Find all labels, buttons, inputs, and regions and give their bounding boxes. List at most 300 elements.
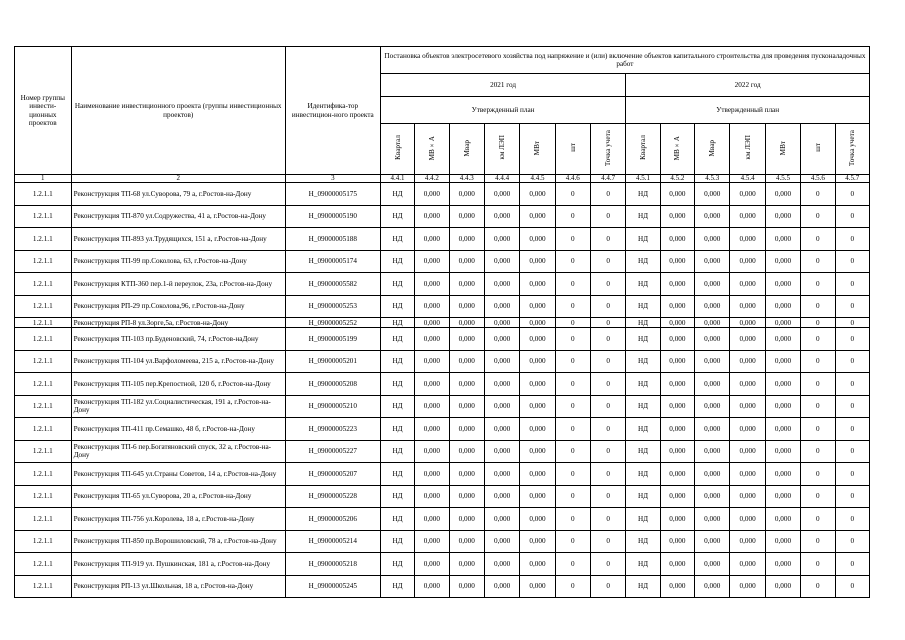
column-number: 4.4.7 (590, 175, 625, 183)
value-cell: 0 (801, 395, 835, 418)
value-cell: 0,000 (660, 575, 694, 598)
project-name-cell: Реконструкция ТП-99 пр.Соколова, 63, г.Ростов-на-Дону (71, 250, 285, 273)
investment-table (14, 46, 870, 598)
table-row (15, 318, 870, 328)
subcol-label: Точка учета (848, 129, 857, 166)
project-id-cell: H_09000005207 (285, 463, 380, 486)
subcol-label: Мвар (462, 139, 471, 157)
value-cell: 0,000 (730, 373, 765, 396)
value-cell: 0 (801, 318, 835, 328)
value-cell: 0 (590, 440, 625, 463)
value-cell: НД (380, 440, 414, 463)
column-number: 4.5.1 (626, 175, 660, 183)
value-cell: 0,000 (449, 463, 484, 486)
value-cell: 0,000 (449, 485, 484, 508)
value-cell: НД (380, 485, 414, 508)
value-cell: НД (626, 508, 660, 531)
value-cell: 0,000 (695, 350, 730, 373)
value-cell: НД (626, 440, 660, 463)
value-cell: 0 (555, 373, 590, 396)
value-cell: 0,000 (520, 440, 555, 463)
value-cell: 0,000 (415, 250, 449, 273)
table-row (15, 183, 870, 206)
header-year-2022: 2022 год (626, 74, 870, 97)
value-cell: 0 (835, 485, 870, 508)
column-number: 4.4.1 (380, 175, 414, 183)
value-cell: НД (380, 508, 414, 531)
group-number-cell: 1.2.1.1 (15, 530, 72, 553)
project-name-cell: Реконструкция ТП-756 ул.Королева, 18 а, г.Ростов-на-Дону (71, 508, 285, 531)
value-cell: 0,000 (415, 485, 449, 508)
value-cell: 0 (835, 508, 870, 531)
subcol-header-1-6 (555, 124, 590, 175)
header-plan-2021: Утвержденный план (380, 97, 626, 124)
column-number: 4.5.6 (801, 175, 835, 183)
value-cell: 0 (835, 183, 870, 206)
value-cell: 0,000 (449, 328, 484, 351)
project-name-cell: Реконструкция ТП-411 пр.Семашко, 48 б, г.Ростов-на-Дону (71, 418, 285, 441)
project-name-cell: Реконструкция ТП-103 пр.Буденовский, 74, г.Ростов-наДону (71, 328, 285, 351)
project-id-cell: H_09000005223 (285, 418, 380, 441)
value-cell: НД (380, 463, 414, 486)
value-cell: 0 (590, 328, 625, 351)
table-row (15, 295, 870, 318)
value-cell: 0,000 (730, 530, 765, 553)
value-cell: 0,000 (520, 553, 555, 576)
value-cell: 0 (590, 205, 625, 228)
column-number: 4.4.2 (415, 175, 449, 183)
value-cell: 0,000 (730, 183, 765, 206)
value-cell: 0,000 (520, 463, 555, 486)
value-cell: 0,000 (765, 553, 800, 576)
value-cell: 0,000 (484, 295, 519, 318)
group-number-cell: 1.2.1.1 (15, 418, 72, 441)
value-cell: 0,000 (730, 508, 765, 531)
project-name-cell: Реконструкция ТП-105 пер.Крепостной, 120 б, г.Ростов-на-Дону (71, 373, 285, 396)
group-number-cell: 1.2.1.1 (15, 553, 72, 576)
column-number: 3 (285, 175, 380, 183)
value-cell: 0,000 (484, 228, 519, 251)
value-cell: 0,000 (415, 418, 449, 441)
value-cell: 0,000 (415, 318, 449, 328)
value-cell: 0 (590, 373, 625, 396)
table-row (15, 508, 870, 531)
value-cell: 0,000 (730, 205, 765, 228)
value-cell: 0 (555, 273, 590, 296)
table-row (15, 395, 870, 418)
header-project-id: Идентифика-тор инвестицион-ного проекта (285, 47, 380, 175)
value-cell: 0,000 (695, 328, 730, 351)
value-cell: 0,000 (660, 418, 694, 441)
value-cell: 0 (801, 228, 835, 251)
value-cell: НД (380, 228, 414, 251)
value-cell: 0,000 (484, 328, 519, 351)
value-cell: 0 (835, 395, 870, 418)
value-cell: 0,000 (730, 463, 765, 486)
value-cell: 0,000 (730, 395, 765, 418)
column-number: 4.4.3 (449, 175, 484, 183)
value-cell: 0,000 (660, 183, 694, 206)
value-cell: 0 (590, 530, 625, 553)
project-name-cell: Реконструкция ТП-6 пер.Богатяновский спуск, 32 а, г.Ростов-на-Дону (71, 440, 285, 463)
project-name-cell: Реконструкция ТП-68 ул.Суворова, 79 а, г.Ростов-на-Дону (71, 183, 285, 206)
value-cell: 0,000 (449, 250, 484, 273)
value-cell: 0 (835, 530, 870, 553)
value-cell: 0,000 (415, 440, 449, 463)
value-cell: 0 (590, 418, 625, 441)
value-cell: 0,000 (730, 575, 765, 598)
subcol-label: МВ×А (427, 135, 436, 160)
value-cell: 0,000 (484, 418, 519, 441)
project-id-cell: H_09000005210 (285, 395, 380, 418)
value-cell: 0,000 (660, 373, 694, 396)
value-cell: 0,000 (520, 508, 555, 531)
table-row (15, 463, 870, 486)
value-cell: НД (380, 373, 414, 396)
value-cell: 0,000 (520, 418, 555, 441)
value-cell: НД (626, 295, 660, 318)
header-year-2021: 2021 год (380, 74, 626, 97)
project-id-cell: H_09000005227 (285, 440, 380, 463)
group-number-cell: 1.2.1.1 (15, 295, 72, 318)
value-cell: 0,000 (765, 318, 800, 328)
subcol-label: Квартал (393, 135, 402, 161)
value-cell: 0 (555, 530, 590, 553)
value-cell: 0,000 (695, 530, 730, 553)
column-number: 1 (15, 175, 72, 183)
value-cell: 0 (590, 575, 625, 598)
project-name-cell: Реконструкция ТП-893 ул.Трудящихся, 151 а, г.Ростов-на-Дону (71, 228, 285, 251)
subcol-header-2-4 (730, 124, 765, 175)
value-cell: НД (626, 250, 660, 273)
value-cell: 0,000 (765, 440, 800, 463)
value-cell: 0 (801, 575, 835, 598)
project-name-cell: Реконструкция РП-8 ул.Зорге,5а, г.Ростов-на-Дону (71, 318, 285, 328)
value-cell: 0,000 (415, 575, 449, 598)
group-number-cell: 1.2.1.1 (15, 463, 72, 486)
value-cell: 0 (555, 228, 590, 251)
value-cell: НД (380, 328, 414, 351)
value-cell: 0 (590, 183, 625, 206)
value-cell: 0,000 (765, 295, 800, 318)
project-name-cell: Реконструкция ТП-65 ул.Суворова, 20 а, г.Ростов-на-Дону (71, 485, 285, 508)
table-body (15, 175, 870, 598)
value-cell: 0 (555, 553, 590, 576)
value-cell: НД (380, 530, 414, 553)
value-cell: 0,000 (415, 395, 449, 418)
value-cell: 0,000 (730, 418, 765, 441)
project-name-cell: Реконструкция ТП-919 ул. Пушкинская, 181 а, г.Ростов-на-Дону (71, 553, 285, 576)
value-cell: 0,000 (415, 205, 449, 228)
value-cell: 0,000 (415, 228, 449, 251)
value-cell: 0 (801, 508, 835, 531)
value-cell: 0,000 (695, 318, 730, 328)
value-cell: 0,000 (660, 318, 694, 328)
value-cell: 0,000 (765, 250, 800, 273)
value-cell: 0 (801, 463, 835, 486)
project-name-cell: Реконструкция ТП-870 ул.Содружества, 41 а, г.Ростов-на-Дону (71, 205, 285, 228)
value-cell: 0,000 (660, 295, 694, 318)
value-cell: 0,000 (695, 295, 730, 318)
subcol-header-2-6 (801, 124, 835, 175)
table-row (15, 485, 870, 508)
value-cell: 0,000 (520, 205, 555, 228)
value-cell: НД (626, 463, 660, 486)
project-id-cell: H_09000005174 (285, 250, 380, 273)
value-cell: 0,000 (695, 508, 730, 531)
value-cell: 0,000 (415, 508, 449, 531)
value-cell: 0 (835, 228, 870, 251)
project-name-cell: Реконструкция РП-29 пр.Соколова,96, г.Ростов-на-Дону (71, 295, 285, 318)
value-cell: НД (380, 318, 414, 328)
table-row (15, 418, 870, 441)
project-name-cell: Реконструкция КТП-360 пер.1-й переулок, 23а, г.Ростов-на-Дону (71, 273, 285, 296)
subcol-header-1-2 (415, 124, 449, 175)
column-number: 4.5.4 (730, 175, 765, 183)
value-cell: 0,000 (695, 205, 730, 228)
column-number: 4.4.4 (484, 175, 519, 183)
value-cell: 0,000 (765, 463, 800, 486)
table-row (15, 350, 870, 373)
group-number-cell: 1.2.1.1 (15, 250, 72, 273)
project-id-cell: H_09000005253 (285, 295, 380, 318)
value-cell: 0,000 (660, 463, 694, 486)
column-number: 4.5.3 (695, 175, 730, 183)
value-cell: 0 (590, 485, 625, 508)
value-cell: 0 (555, 295, 590, 318)
value-cell: 0,000 (449, 508, 484, 531)
value-cell: НД (626, 183, 660, 206)
subcol-header-2-3 (695, 124, 730, 175)
value-cell: 0,000 (765, 530, 800, 553)
value-cell: 0,000 (484, 463, 519, 486)
value-cell: 0,000 (660, 530, 694, 553)
value-cell: 0,000 (765, 273, 800, 296)
value-cell: 0 (835, 440, 870, 463)
value-cell: 0,000 (660, 508, 694, 531)
subcol-label: МВт (778, 140, 787, 155)
value-cell: 0,000 (730, 328, 765, 351)
project-name-cell: Реконструкция ТП-182 ул.Социалистическая, 191 а, г.Ростов-на-Дону (71, 395, 285, 418)
value-cell: 0 (590, 250, 625, 273)
value-cell: 0 (555, 508, 590, 531)
group-number-cell: 1.2.1.1 (15, 508, 72, 531)
value-cell: 0,000 (415, 373, 449, 396)
value-cell: 0,000 (484, 205, 519, 228)
group-number-cell: 1.2.1.1 (15, 328, 72, 351)
project-name-cell: Реконструкция РП-13 ул.Школьная, 18 а, г.Ростов-на-Дону (71, 575, 285, 598)
value-cell: 0,000 (415, 463, 449, 486)
value-cell: 0,000 (449, 440, 484, 463)
subcol-label: шт (568, 143, 577, 153)
group-number-cell: 1.2.1.1 (15, 350, 72, 373)
value-cell: 0 (801, 295, 835, 318)
value-cell: 0,000 (730, 295, 765, 318)
table-row (15, 273, 870, 296)
value-cell: 0,000 (449, 350, 484, 373)
value-cell: 0,000 (449, 295, 484, 318)
value-cell: 0,000 (449, 575, 484, 598)
value-cell: 0,000 (520, 350, 555, 373)
value-cell: 0,000 (695, 228, 730, 251)
value-cell: 0,000 (695, 183, 730, 206)
value-cell: 0,000 (765, 395, 800, 418)
value-cell: НД (626, 553, 660, 576)
column-number: 2 (71, 175, 285, 183)
value-cell: 0,000 (695, 418, 730, 441)
value-cell: 0 (835, 418, 870, 441)
value-cell: 0,000 (415, 183, 449, 206)
subcol-label: МВт (533, 140, 542, 155)
value-cell: 0 (835, 273, 870, 296)
subcol-label: км ЛЭП (498, 135, 507, 161)
value-cell: 0 (590, 463, 625, 486)
value-cell: 0,000 (660, 228, 694, 251)
value-cell: 0,000 (660, 553, 694, 576)
value-cell: 0 (590, 273, 625, 296)
group-number-cell: 1.2.1.1 (15, 395, 72, 418)
value-cell: 0,000 (484, 250, 519, 273)
value-cell: 0,000 (520, 485, 555, 508)
project-id-cell: H_09000005245 (285, 575, 380, 598)
project-id-cell: H_09000005190 (285, 205, 380, 228)
table-row (15, 250, 870, 273)
value-cell: 0 (801, 530, 835, 553)
subcol-label: МВ×А (673, 135, 682, 160)
value-cell: 0 (801, 350, 835, 373)
table-row (15, 228, 870, 251)
value-cell: 0,000 (765, 575, 800, 598)
subcol-header-1-1 (380, 124, 414, 175)
table-row (15, 575, 870, 598)
value-cell: НД (626, 328, 660, 351)
value-cell: 0,000 (484, 508, 519, 531)
value-cell: 0,000 (660, 395, 694, 418)
project-id-cell: H_09000005206 (285, 508, 380, 531)
value-cell: 0,000 (484, 530, 519, 553)
group-number-cell: 1.2.1.1 (15, 485, 72, 508)
value-cell: 0,000 (449, 373, 484, 396)
value-cell: 0,000 (484, 373, 519, 396)
value-cell: 0,000 (765, 205, 800, 228)
value-cell: 0 (555, 485, 590, 508)
table-row (15, 440, 870, 463)
value-cell: 0 (590, 395, 625, 418)
value-cell: 0,000 (520, 228, 555, 251)
value-cell: 0,000 (415, 530, 449, 553)
group-number-cell: 1.2.1.1 (15, 440, 72, 463)
value-cell: 0,000 (765, 183, 800, 206)
project-name-cell: Реконструкция ТП-104 ул.Варфоломеева, 215 а, г.Ростов-на-Дону (71, 350, 285, 373)
value-cell: 0,000 (484, 440, 519, 463)
value-cell: 0,000 (415, 273, 449, 296)
value-cell: 0,000 (520, 318, 555, 328)
value-cell: 0,000 (765, 373, 800, 396)
value-cell: 0,000 (449, 530, 484, 553)
value-cell: 0,000 (449, 553, 484, 576)
column-number: 4.5.5 (765, 175, 800, 183)
value-cell: 0,000 (695, 250, 730, 273)
value-cell: НД (380, 418, 414, 441)
header-plan-2022: Утвержденный план (626, 97, 870, 124)
value-cell: 0 (555, 250, 590, 273)
value-cell: 0 (801, 273, 835, 296)
column-number: 4.5.2 (660, 175, 694, 183)
table-row (15, 373, 870, 396)
value-cell: 0,000 (765, 328, 800, 351)
subcol-label: Точка учета (604, 129, 613, 166)
value-cell: 0,000 (449, 273, 484, 296)
value-cell: 0,000 (660, 250, 694, 273)
value-cell: 0,000 (765, 485, 800, 508)
value-cell: 0,000 (449, 228, 484, 251)
value-cell: 0,000 (695, 485, 730, 508)
value-cell: НД (626, 418, 660, 441)
value-cell: НД (626, 228, 660, 251)
value-cell: 0 (835, 463, 870, 486)
value-cell: НД (380, 183, 414, 206)
value-cell: 0,000 (695, 273, 730, 296)
value-cell: 0,000 (520, 183, 555, 206)
value-cell: 0,000 (695, 575, 730, 598)
document-page (14, 46, 870, 598)
group-number-cell: 1.2.1.1 (15, 318, 72, 328)
value-cell: 0,000 (660, 485, 694, 508)
value-cell: НД (380, 250, 414, 273)
value-cell: 0 (555, 575, 590, 598)
value-cell: 0,000 (520, 295, 555, 318)
value-cell: 0,000 (765, 228, 800, 251)
group-number-cell: 1.2.1.1 (15, 575, 72, 598)
value-cell: 0,000 (660, 328, 694, 351)
group-number-cell: 1.2.1.1 (15, 228, 72, 251)
subcol-header-1-4 (484, 124, 519, 175)
subcol-label: шт (813, 143, 822, 153)
value-cell: 0,000 (520, 530, 555, 553)
value-cell: 0 (590, 295, 625, 318)
value-cell: 0,000 (449, 205, 484, 228)
value-cell: 0,000 (520, 373, 555, 396)
subcol-header-1-5 (520, 124, 555, 175)
value-cell: НД (626, 373, 660, 396)
value-cell: 0,000 (730, 228, 765, 251)
value-cell: НД (380, 350, 414, 373)
value-cell: 0 (590, 350, 625, 373)
header-group-number: Номер группы инвести-ционных проектов (15, 47, 72, 175)
value-cell: 0,000 (695, 440, 730, 463)
subcol-header-2-7 (835, 124, 870, 175)
value-cell: 0 (835, 328, 870, 351)
subcol-label: км ЛЭП (743, 135, 752, 161)
subcol-label: Квартал (639, 135, 648, 161)
value-cell: НД (380, 395, 414, 418)
table-row (15, 205, 870, 228)
value-cell: 0 (801, 553, 835, 576)
value-cell: 0,000 (484, 575, 519, 598)
value-cell: 0,000 (730, 250, 765, 273)
value-cell: 0,000 (415, 350, 449, 373)
project-name-cell: Реконструкция ТП-645 ул.Страны Советов, 14 а, г.Ростов-на-Дону (71, 463, 285, 486)
subcol-header-2-2 (660, 124, 694, 175)
value-cell: НД (380, 273, 414, 296)
value-cell: 0 (835, 553, 870, 576)
value-cell: 0 (835, 295, 870, 318)
project-id-cell: H_09000005208 (285, 373, 380, 396)
value-cell: 0 (801, 250, 835, 273)
value-cell: 0,000 (415, 295, 449, 318)
value-cell: 0 (590, 228, 625, 251)
value-cell: 0,000 (520, 250, 555, 273)
